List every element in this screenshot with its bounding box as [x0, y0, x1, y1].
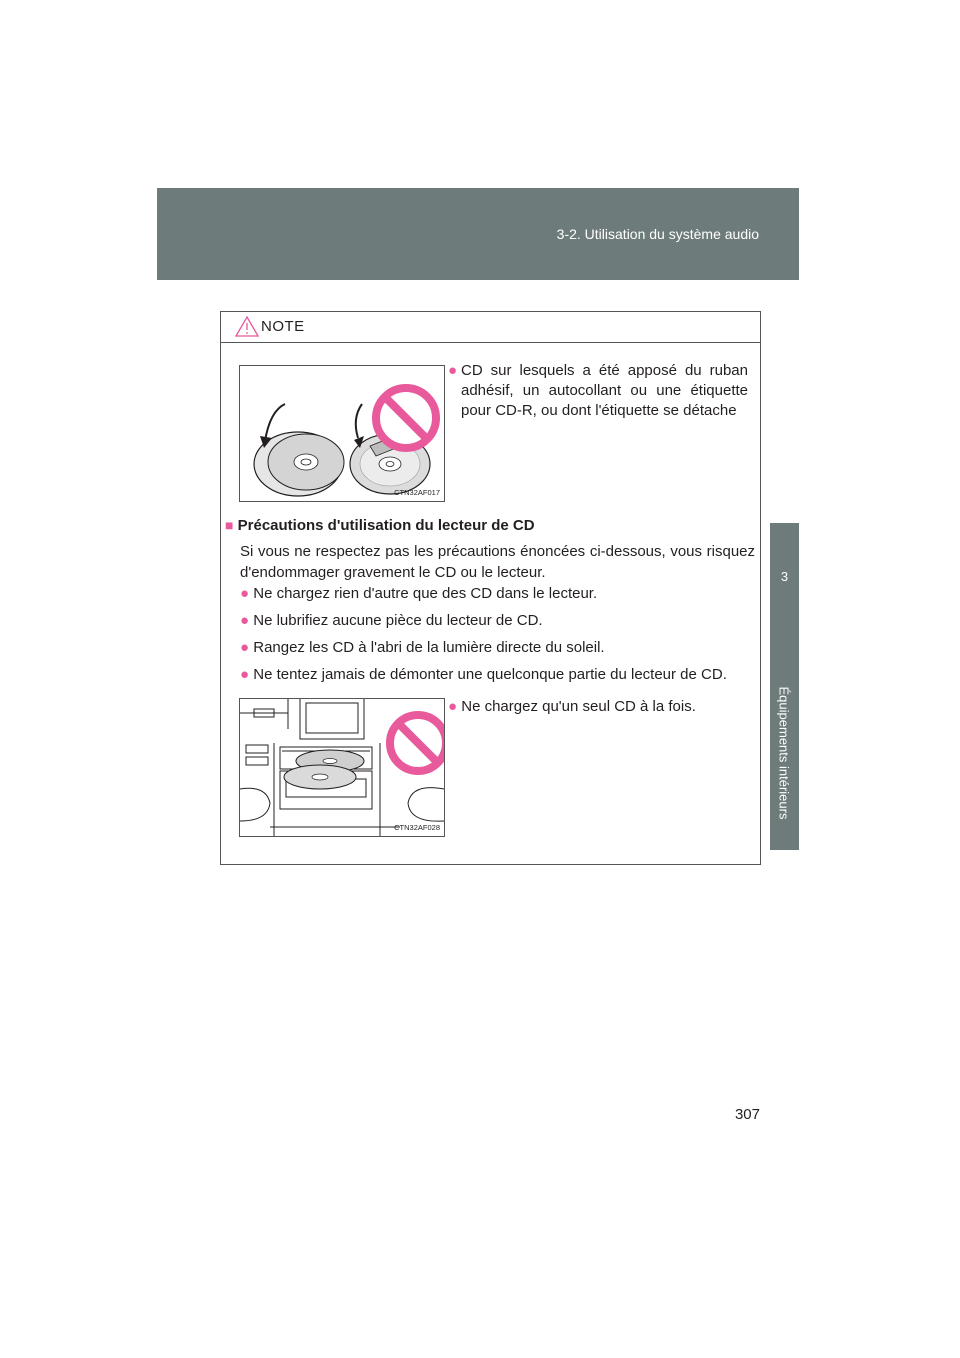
- cd-player-illustration: [240, 699, 444, 836]
- list-item: [240, 584, 755, 604]
- list-item: [240, 638, 755, 658]
- bullet-dot-icon: ●: [448, 698, 458, 715]
- note-box: [220, 311, 761, 865]
- bullet-dot-icon: ●: [448, 362, 458, 379]
- list-item-text: Ne chargez rien d'autre que des CD dans le lecteur.: [253, 585, 598, 602]
- note-title: NOTE: [261, 318, 305, 335]
- section-title: 3-2. Utilisation du système audio: [556, 226, 759, 242]
- list-item: [240, 665, 755, 685]
- bullet-text: CD sur lesquels a été apposé du ruban adhésif, un autocollant ou une étiquette pour CD-R, ou dont l'étiquette se détache: [461, 362, 748, 419]
- bullet-dot-icon: ●: [240, 666, 250, 683]
- figure-code: CTN32AF028: [394, 823, 440, 832]
- list-item-text: Ne tentez jamais de démonter une quelconque partie du lecteur de CD.: [253, 666, 727, 683]
- note-header: [221, 312, 760, 343]
- bullet-text: Ne chargez qu'un seul CD à la fois.: [461, 698, 696, 715]
- bullet-dot-icon: ●: [240, 612, 250, 629]
- list-item-text: Rangez les CD à l'abri de la lumière directe du soleil.: [253, 639, 605, 656]
- bullet-cd-with-tape: [448, 361, 748, 421]
- bullet-dot-icon: ●: [240, 639, 250, 656]
- figure-cd-with-label: [239, 365, 445, 502]
- bullet-dot-icon: ●: [240, 585, 250, 602]
- chapter-number: 3: [780, 569, 789, 584]
- bullet-one-cd: [448, 697, 748, 717]
- section-intro: Si vous ne respectez pas les précautions énoncées ci-dessous, vous risquez d'endommager gravement le CD ou le lecteur.: [240, 543, 755, 581]
- section-heading: [225, 515, 745, 536]
- figure-code: CTN32AF017: [394, 488, 440, 497]
- list-item: [240, 611, 755, 631]
- square-bullet-icon: ■: [225, 517, 234, 533]
- cd-illustration: [240, 366, 444, 501]
- page-number: 307: [734, 1106, 760, 1123]
- section-header-bar: [157, 188, 799, 280]
- warning-icon: [235, 315, 259, 337]
- chapter-tab: [770, 523, 799, 850]
- list-item-text: Ne lubrifiez aucune pièce du lecteur de CD.: [253, 612, 543, 629]
- chapter-label: Équipements intérieurs: [776, 686, 792, 820]
- section-heading-text: Précautions d'utilisation du lecteur de CD: [237, 517, 535, 534]
- figure-two-cds: [239, 698, 445, 837]
